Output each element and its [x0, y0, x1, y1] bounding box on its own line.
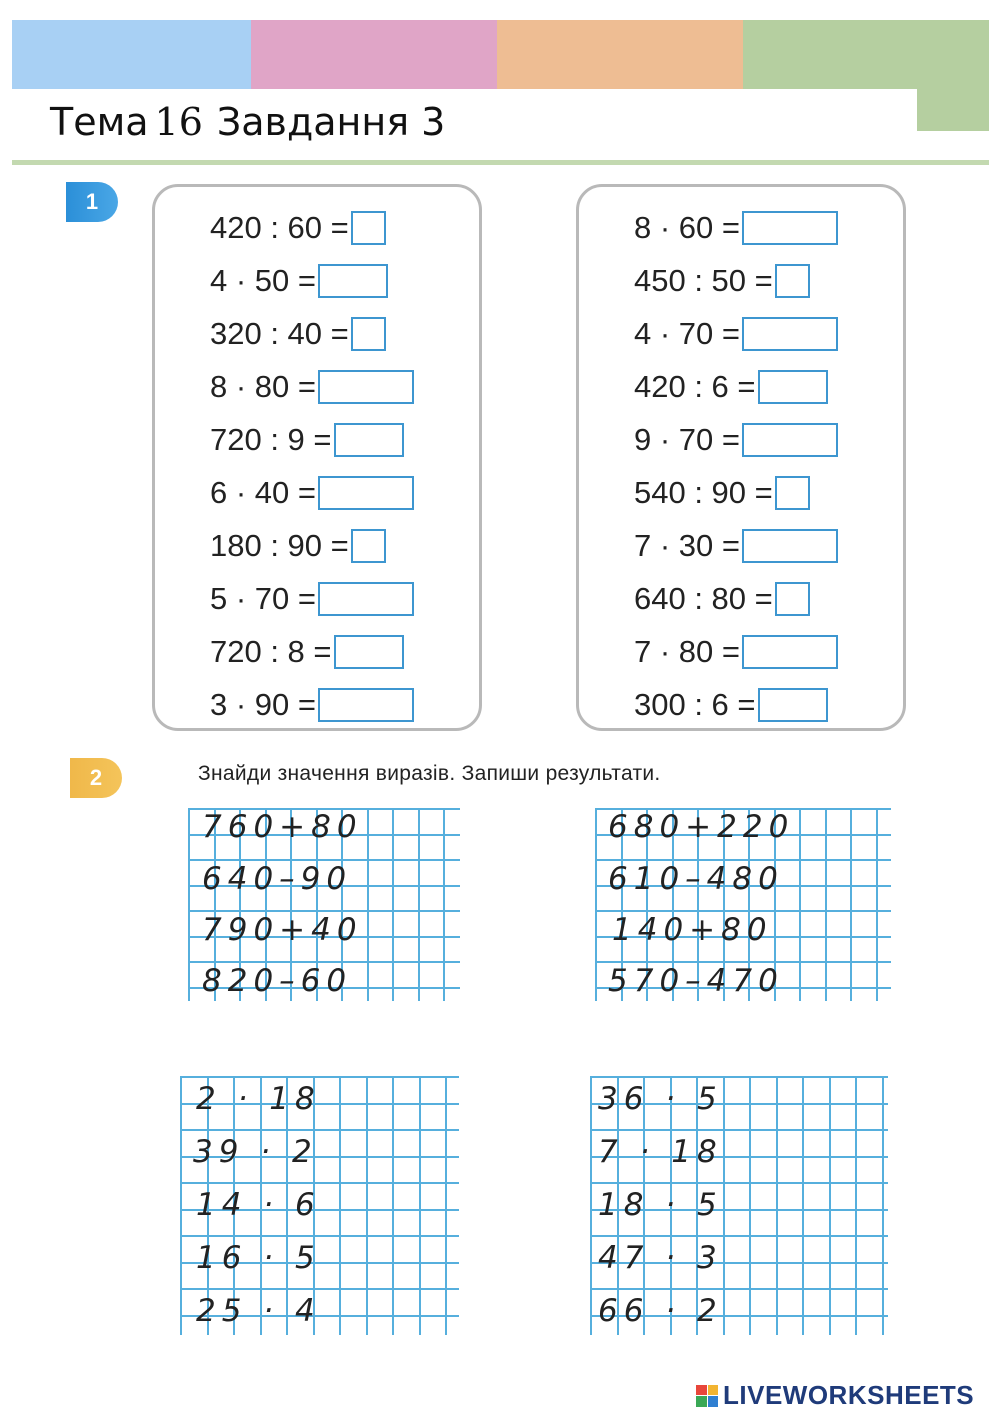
grid-line — [855, 1076, 857, 1335]
expression: 39 · 2 — [193, 1134, 318, 1170]
stripe-pink — [251, 20, 497, 89]
grid-line — [590, 1235, 888, 1237]
answer-box[interactable] — [742, 529, 838, 563]
answer-box[interactable] — [318, 688, 414, 722]
task-2-instruction: Знайди значення виразів. Запиши результати. — [198, 762, 661, 785]
answer-box[interactable] — [351, 317, 386, 351]
equation-text: 6 · 40 = — [210, 475, 316, 510]
task-2-badge: 2 — [70, 758, 122, 798]
grid-line — [180, 1288, 459, 1290]
equation-text: 320 : 40 = — [210, 316, 349, 351]
expression: 570–470 — [608, 963, 784, 999]
equation-row — [634, 474, 810, 512]
answer-box[interactable] — [318, 476, 414, 510]
expression: 25 · 4 — [196, 1293, 321, 1329]
equation-row — [634, 421, 838, 459]
equation-row — [634, 686, 828, 724]
grid-line — [723, 1076, 725, 1335]
header-divider — [12, 160, 989, 165]
header-green-tail — [917, 89, 989, 131]
grid-line — [180, 1076, 182, 1335]
expression: 680+220 — [608, 809, 795, 845]
grid-line — [180, 1129, 459, 1131]
equation-row — [210, 209, 386, 247]
equation-text: 640 : 80 = — [634, 581, 773, 616]
grid-line — [799, 808, 801, 1001]
expression: 36 · 5 — [598, 1081, 723, 1117]
expression: 820–60 — [202, 963, 353, 999]
grid-line — [876, 808, 878, 1001]
equation-text: 9 · 70 = — [634, 422, 740, 457]
equation-text: 7 · 80 = — [634, 634, 740, 669]
equation-row — [634, 368, 828, 406]
grid-line — [595, 808, 597, 1001]
stripe-green — [743, 20, 989, 89]
answer-box[interactable] — [775, 264, 810, 298]
expression: 7 · 18 — [598, 1134, 723, 1170]
expression: 16 · 5 — [196, 1240, 321, 1276]
title-task: Завдання 3 — [216, 100, 446, 144]
equation-row — [210, 262, 388, 300]
equation-row — [210, 580, 414, 618]
answer-box[interactable] — [334, 423, 404, 457]
stripe-orange — [497, 20, 743, 89]
task-1-badge: 1 — [66, 182, 118, 222]
equation-text: 7 · 30 = — [634, 528, 740, 563]
equation-row — [634, 527, 838, 565]
equation-text: 180 : 90 = — [210, 528, 349, 563]
page-title — [50, 100, 445, 144]
grid-line — [882, 1076, 884, 1335]
expression: 640–90 — [202, 861, 353, 897]
expression: 760+80 — [202, 809, 363, 845]
liveworksheets-logo — [696, 1380, 974, 1411]
answer-box[interactable] — [742, 211, 838, 245]
grid-line — [367, 808, 369, 1001]
grid-line — [392, 1076, 394, 1335]
header-color-stripes — [12, 20, 989, 89]
grid-line — [590, 1129, 888, 1131]
grid-line — [180, 1076, 459, 1078]
grid-line — [419, 1076, 421, 1335]
grid-line — [590, 1076, 592, 1335]
equation-row — [210, 315, 386, 353]
answer-box[interactable] — [758, 688, 828, 722]
answer-box[interactable] — [742, 423, 838, 457]
equation-text: 540 : 90 = — [634, 475, 773, 510]
expression: 790+40 — [202, 912, 363, 948]
equation-row — [210, 633, 404, 671]
equation-row — [634, 209, 838, 247]
equation-row — [210, 368, 414, 406]
expression: 47 · 3 — [598, 1240, 723, 1276]
equation-text: 720 : 9 = — [210, 422, 332, 457]
equation-text: 4 · 70 = — [634, 316, 740, 351]
grid-line — [802, 1076, 804, 1335]
equation-row — [210, 474, 414, 512]
expression: 140+80 — [612, 912, 773, 948]
expression: 14 · 6 — [196, 1187, 321, 1223]
answer-box[interactable] — [351, 211, 386, 245]
equation-text: 420 : 60 = — [210, 210, 349, 245]
equation-row — [634, 315, 838, 353]
equation-text: 5 · 70 = — [210, 581, 316, 616]
grid-line — [590, 1076, 888, 1078]
grid-line — [180, 1235, 459, 1237]
equation-row — [210, 421, 404, 459]
answer-box[interactable] — [318, 264, 388, 298]
equation-row — [210, 527, 386, 565]
equation-text: 8 · 60 = — [634, 210, 740, 245]
answer-box[interactable] — [775, 476, 810, 510]
expression: 66 · 2 — [598, 1293, 723, 1329]
expression: 610–480 — [608, 861, 784, 897]
equation-text: 3 · 90 = — [210, 687, 316, 722]
equation-row — [634, 580, 810, 618]
answer-box[interactable] — [351, 529, 386, 563]
answer-box[interactable] — [742, 635, 838, 669]
logo-text: LIVEWORKSHEETS — [723, 1380, 975, 1410]
equation-text: 420 : 6 = — [634, 369, 756, 404]
grid-line — [825, 808, 827, 1001]
answer-box[interactable] — [318, 582, 414, 616]
grid-line — [418, 808, 420, 1001]
grid-line — [188, 808, 190, 1001]
grid-line — [445, 1076, 447, 1335]
equation-row — [634, 262, 810, 300]
grid-line — [180, 1182, 459, 1184]
answer-box[interactable] — [775, 582, 810, 616]
equation-text: 4 · 50 = — [210, 263, 316, 298]
equation-text: 8 · 80 = — [210, 369, 316, 404]
grid-line — [776, 1076, 778, 1335]
grid-line — [829, 1076, 831, 1335]
grid-line — [749, 1076, 751, 1335]
equation-text: 720 : 8 = — [210, 634, 332, 669]
expression: 18 · 5 — [598, 1187, 723, 1223]
answer-box[interactable] — [758, 370, 828, 404]
stripe-blue — [12, 20, 251, 89]
grid-line — [850, 808, 852, 1001]
title-word: Тема — [50, 100, 149, 144]
expression: 2 · 18 — [196, 1081, 321, 1117]
title-number: 16 — [154, 100, 203, 144]
answer-box[interactable] — [318, 370, 414, 404]
grid-line — [443, 808, 445, 1001]
equation-text: 300 : 6 = — [634, 687, 756, 722]
task-1-left-panel — [152, 184, 482, 731]
task-1-right-panel — [576, 184, 906, 731]
logo-mark-icon — [696, 1385, 718, 1407]
grid-line — [590, 1182, 888, 1184]
grid-line — [339, 1076, 341, 1335]
answer-box[interactable] — [742, 317, 838, 351]
equation-row — [210, 686, 414, 724]
equation-row — [634, 633, 838, 671]
grid-line — [392, 808, 394, 1001]
answer-box[interactable] — [334, 635, 404, 669]
grid-line — [366, 1076, 368, 1335]
equation-text: 450 : 50 = — [634, 263, 773, 298]
grid-line — [590, 1288, 888, 1290]
